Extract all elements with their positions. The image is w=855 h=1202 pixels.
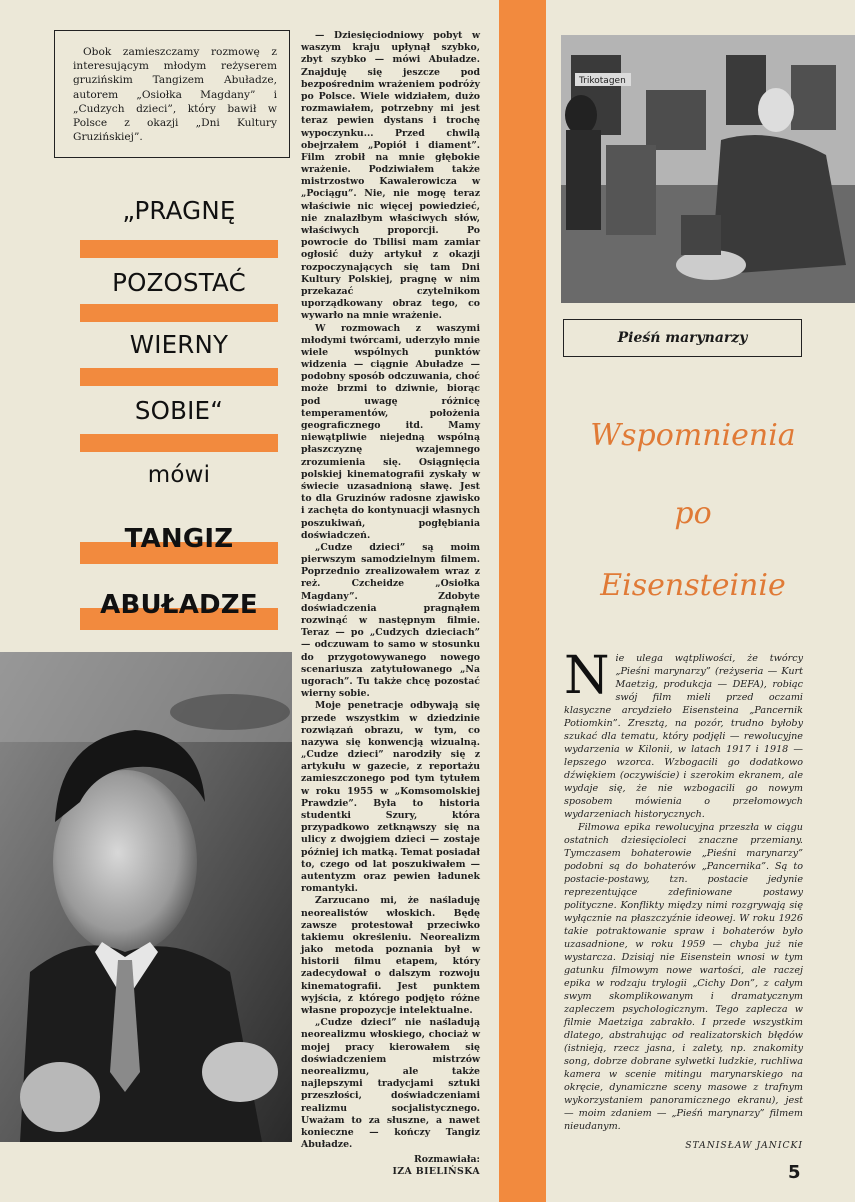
- headline-word-3: WIERNY: [129, 330, 229, 359]
- article-paragraph-2: Filmowa epika rewolucyjna przeszła w ciągu ostatnich dziesięcioleci znaczne przemiany. Tymczasem bohaterowie „Pieśni marynarzy” podobni są do bohaterów „Pancernika”. Są to postacie-postawy, tzn. postacie jedynie reprezentujące zdefiniowane postawy polityczne. Konflikty między nimi rozgrywają się wyłącznie na płaszczyźnie ideowej. W roku 1926 takie potraktowanie spraw i bohaterów było uzasadnione, w roku 1959 — chyba już nie wystarcza. Dzisiaj nie Eisenstein wnosi w tym gatunku filmowym nowe wartości, ale raczej epika w rodzaju trylogii „Cichy Don”, z całym swym skomplikowanym i dramatycznym zapleczem psychologicznym. Tego zaplecza w filmie Maetziga zabrakło. I przede wszystkim dlatego, abstrahując od realizatorskich błędów (istnieją, rzecz jasna, i zalety, np. znakomity song, dobrze dobrane sylwetki ludzkie, ruchliwa kamera w scenie mitingu marynarskiego na okręcie, dynamiczne sceny masowe z trafnym wykorzystaniem panoramicznego ekranu), jest — moim zdaniem — „Pieśń marynarzy” filmem nieudanym.: [564, 822, 803, 1132]
- article-paragraph-1-text: ie ulega wątpliwości, że twórcy „Pieśni marynarzy” (reżyseria — Kurt Maetzig, produkcja — DEFA), robiąc swój film mieli przed oczami klasyczne arcydzieło Eisensteina „Pancernik Potiomkin”. Zresztą, na pozór, trudno byłoby szukać dla tematu, który podjęli — rewolucyjne wydarzenia w Kilonii, w latach 1917 i 1918 — lepszego wzorca. Wzbogacili go dodatkowo dźwiękiem (oczywiście) i szerokim ekranem, ale wydaje się, że nie wzbogacili go nowym sposobem mówienia o przełomowych wydarzeniach historycznych.: [564, 653, 803, 820]
- headline-word-2: POZOSTAĆ: [112, 268, 246, 297]
- film-still-graphic: [561, 35, 855, 303]
- headline-word-7: ABUŁADZE: [100, 590, 258, 620]
- headline-word-4: SOBIE“: [134, 396, 224, 425]
- interview-paragraph-3: „Cudze dzieci” są moim pierwszym samodzielnym filmem. Poprzednio zrealizowałem wraz z reż. Czcheidze „Osiołka Magdany”. Zdobyte doświadczenia pragnąłem rozwinąć w następnym filmie. Teraz — po „Cudzych dzieciach” — odczuwam to samo w stosunku do przygotowywanego nowego scenariusza zatytułowanego „Na ugorach”. Tu także chcę pozostać wierny sobie.: [301, 541, 480, 700]
- article-title-line-3: Eisensteinie: [600, 568, 786, 603]
- vertical-orange-band: [499, 0, 546, 1202]
- page-number: 5: [788, 1162, 801, 1183]
- article-title-line-2: po: [674, 496, 712, 531]
- intro-box: Obok zamieszczamy rozmowę z interesującym młodym reżyserem gruzińskim Tangizem Abuładze, autorem „Osiołka Magdany” i „Cudzych dzieci”, który bawił w Polsce z okazji „Dni Kultury Gruzińskiej”.: [54, 30, 290, 158]
- article-body: [564, 646, 803, 1151]
- drop-cap: N: [564, 646, 610, 706]
- article-author: STANISŁAW JANICKI: [685, 1140, 803, 1151]
- shop-sign-text: Trikotagen: [579, 76, 626, 86]
- headline-bar-2: [80, 304, 278, 322]
- headline-bar-1: [80, 240, 278, 258]
- portrait-photo: [0, 652, 292, 1142]
- interview-column: [301, 30, 480, 1178]
- film-caption-box: Pieśń marynarzy: [563, 319, 802, 357]
- headline-word-6: TANGIZ: [124, 524, 234, 554]
- interview-credit-label: Rozmawiała:: [414, 1154, 480, 1166]
- interview-paragraph-5: Zarzucano mi, że naśladuję neorealistów włoskich. Będę zawsze protestował przeciwko takiemu określeniu. Neorealizm jako metoda poznania był w historii filmu etapem, który zadecydował o dalszym rozwoju kinematografii. Jest punktem wyjścia, z którego podjęto różne własne propozycje intelektualne.: [301, 895, 480, 1016]
- headline-word-5: mówi: [147, 462, 211, 488]
- headline-word-1: „PRAGNĘ: [122, 196, 236, 225]
- article-title-line-1: Wspomnienia: [590, 418, 796, 453]
- portrait-photo-graphic: [0, 652, 292, 1142]
- interview-paragraph-1: — Dziesięciodniowy pobyt w waszym kraju upłynął szybko, zbyt szybko — mówi Abuładze. Znajduję się jeszcze pod bezpośrednim wrażeniem podróży po Polsce. Wiele widziałem, dużo rozmawiałem, potrzebny mi jest teraz pewien dystans i trochę wypoczynku... Przed chwilą obejrzałem „Popiół i diament”. Film zrobił na mnie głębokie wrażenie. Podziwiałem także mistrzostwo Kawalerowicza w „Pociągu”. Nie, nie mogę teraz właściwie nic więcej powiedzieć, nie znalazłbym właściwych słów, właściwych proporcji. Po powrocie do Tbilisi mam zamiar ogłosić duży artykuł z okazji rozpoczynających się tam Dni Kultury Polskiej, pragnę w nim przekazać czytelnikom uporządkowany obraz tego, co wywarło na mnie wrażenie.: [301, 30, 480, 322]
- film-still-photo: [561, 35, 855, 303]
- article-paragraph-1: [564, 646, 803, 821]
- interview-paragraph-6: „Cudze dzieci” nie naśladują neorealizmu włoskiego, chociaż w mojej pracy kierowałem się doświadczeniem mistrzów neorealizmu, ale także najlepszymi tradycjami sztuki przeszłości, doświadczeniami realizmu socjalistycznego. Uważam to za słuszne, a nawet konieczne — kończy Tangiz Abuładze.: [301, 1017, 480, 1151]
- interview-paragraph-4: Moje penetracje odbywają się przede wszystkim w dziedzinie rozwiązań obrazu, w tym, co nazywa się konwencją wizualną. „Cudze dzieci” narodziły się z artykułu w gazecie, z reportażu zamieszczonego pod tym tytułem w roku 1955 w „Komsomolskiej Prawdzie”. Była to historia studentki Szury, która przypadkowo zetknąwszy się na ulicy z dwojgiem dzieci — zostaje później ich matką. Temat posiadał to, czego od lat poszukiwałem — autentyzm oraz pewien ładunek romantyki.: [301, 700, 480, 895]
- headline-bar-4: [80, 434, 278, 452]
- headline: [80, 196, 278, 646]
- headline-bar-3: [80, 368, 278, 386]
- interview-credit-name: IZA BIELIŃSKA: [392, 1166, 480, 1178]
- interview-paragraph-2: W rozmowach z waszymi młodymi twórcami, uderzyło mnie wiele wspólnych punktów widzenia — ciągnie Abuładze — podobny sposób odczuwania, choć może brzmi to dziwnie, biorąc pod uwagę różnicę temperamentów, położenia geograficznego itd. Mamy niewątpliwie niejedną wspólną płaszczyznę wzajemnego zrozumienia się. Osiągnięcia polskiej kinematografii zyskały w świecie uzasadnioną sławę. Jest to dla Gruzinów radosne zjawisko i zachęta do kontynuacji własnych poszukiwań, pogłębiania doświadczeń.: [301, 322, 480, 541]
